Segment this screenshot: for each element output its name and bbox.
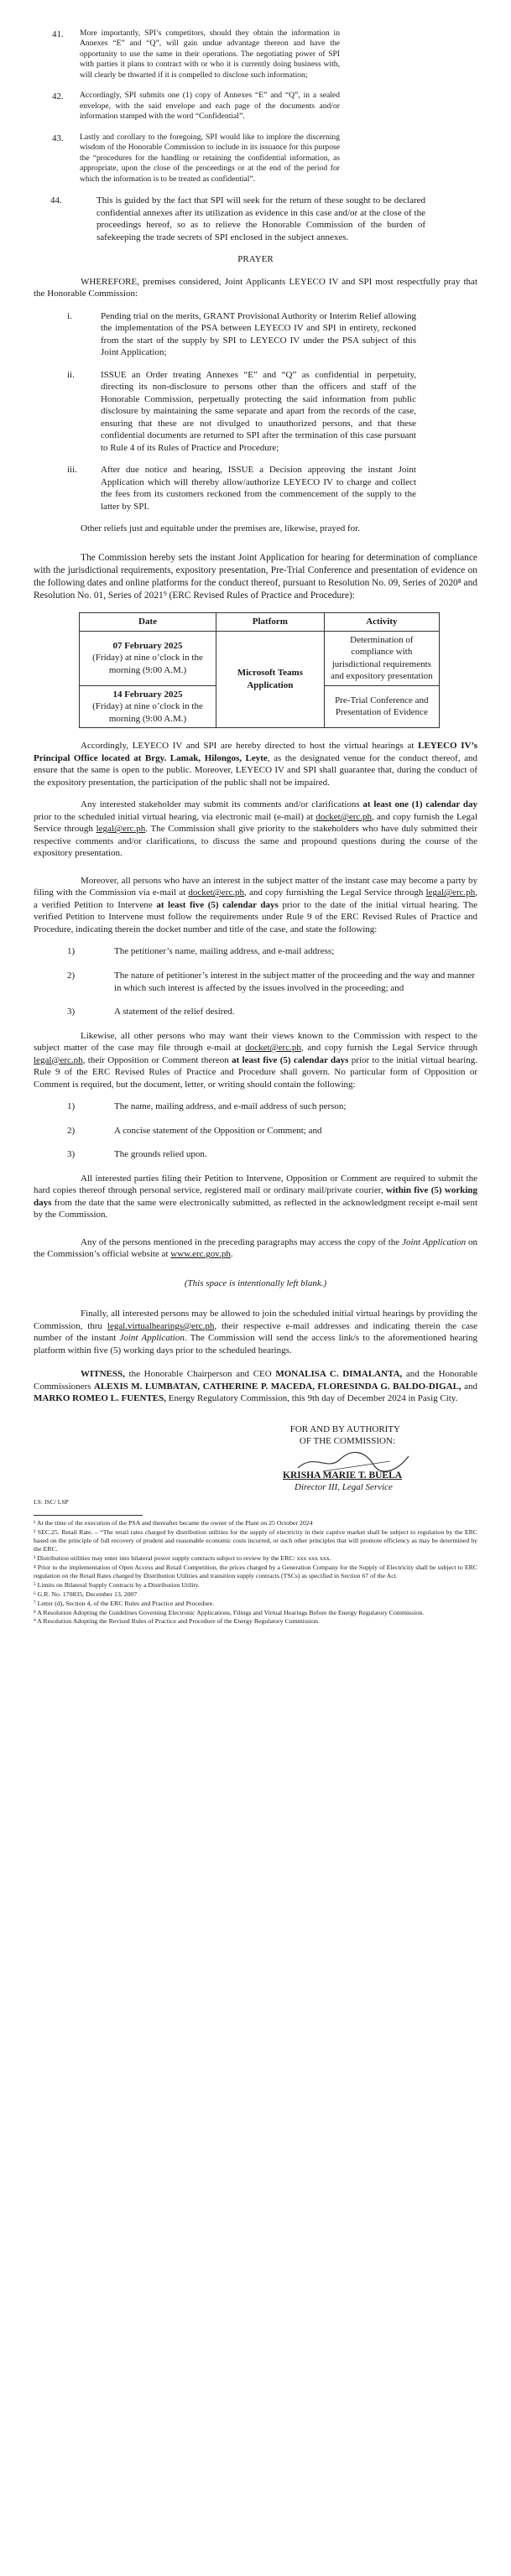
list-item [67, 1006, 477, 1018]
text-run-italic: Joint Application [402, 1236, 467, 1247]
docket-email-link[interactable]: docket@erc.ph [188, 887, 244, 898]
text-run-bold: WITNESS, [81, 1369, 125, 1380]
list-text: The petitioner’s name, mailing address, and e-mail address; [114, 946, 335, 957]
prayer-intro: WHEREFORE, premises considered, Joint Applicants LEYECO IV and SPI most respectfully pray that the Honorable Commission: [34, 276, 477, 299]
footnote: ² SEC.25. Retail Rate. – “The retail rates charged by distribution utilities for the supply of electricity in their captive market shall be subject to regulation by the ERC based on the principle of full recovery of prudent and reasonable economic costs incurred, or such other principles that will promote efficiency as may be determined by the ERC. [34, 1527, 477, 1553]
opposition-requirements-list [34, 1101, 477, 1161]
footnote: ⁸ A Resolution Adopting the Guidelines Governing Electronic Applications, Filings and Virtual Hearings Before the Energy Regulatory Commission. [34, 1608, 425, 1616]
legal-email-link[interactable]: legal@erc.ph [96, 824, 146, 835]
time-value: (Friday) at nine o’clock in the morning (9:00 A.M.) [92, 653, 203, 675]
footnote: ¹ At the time of the execution of the PSA and thereafter became the owner of the Plant on 25 October 2024 [34, 1518, 313, 1527]
text-run: , a verified Petition to Intervene [34, 887, 477, 910]
initials: LS: JSC/ LSP [34, 1497, 69, 1506]
signature-block [34, 1448, 477, 1495]
venue-text: LEYECO IV’s Principal Office located at Brgy. Lamak, Hilongos, Leyte [34, 741, 478, 763]
text-run: Finally, all interested persons may be allowed to join the scheduled initial virtual hearings by providing the Commission, thru [34, 1309, 477, 1331]
text-run: the Honorable Chairperson and CEO [124, 1369, 276, 1380]
prayer-item [67, 464, 477, 513]
text-run: , and copy furnish the Legal Service through [34, 811, 477, 835]
authority-line: OF THE COMMISSION: [299, 1436, 395, 1447]
paragraph-number: 43. [52, 133, 64, 143]
website-link[interactable]: www.erc.gov.ph [170, 1249, 231, 1260]
time-value: (Friday) at nine o’clock in the morning (9:00 A.M.) [92, 701, 203, 724]
prayer-item [67, 369, 477, 455]
virtual-hearings-email-link[interactable]: legal.virtualhearings@erc.ph [107, 1320, 215, 1331]
prayer-text: Pending trial on the merits, GRANT Provisional Authority or Interim Relief allowing the implementation of the PSA between LEYECO IV and SPI in entirety, reckoned from the start of the supply by SPI to LEYECO IV under the PSA subject of this Joint Application; [101, 310, 416, 358]
text-run: , their Opposition or Comment thereon [82, 1054, 232, 1065]
date-value: 14 February 2025 [112, 689, 183, 700]
signatory-title: Director III, Legal Service [295, 1481, 393, 1492]
footnote: ³ Distribution utilities may enter into bilateral power supply contracts subject to review by the ERC: xxx xxx xxx. [34, 1553, 331, 1562]
column-header-date: Date [80, 613, 216, 632]
footnote: ⁴ Prior to the implementation of Open Access and Retail Competition, the prices charged by a Generation Company for the Supply of Electricity shall be subject to ERC regulation on the Retail Rates charged by Distribution Utilities and transition supply contracts (TSCs) as specified in Section 67 of the Act. [34, 1563, 477, 1579]
list-item [67, 1148, 477, 1161]
date-cell [80, 631, 216, 685]
paragraph-number: 44. [50, 195, 62, 206]
list-item [67, 970, 477, 994]
text-run: All interested parties filing their Petition to Intervene, Opposition or Comment are required to submit the hard copies thereof through personal service, registered mail or ordinary mail/private courier, [34, 1173, 477, 1196]
prayer-number: i. [67, 310, 72, 321]
platform-cell: Microsoft Teams Application [216, 631, 325, 728]
footnote: ⁵ Limits on Bilateral Supply Contracts by a Distribution Utility. [34, 1580, 200, 1589]
footnote: ⁷ Letter (d), Section 4, of the ERC Rules and Practice and Procedure. [34, 1599, 215, 1607]
paragraph-text: Lastly and corollary to the foregoing, SPI would like to implore the discerning wisdom of the Honorable Commission to include in its issuance for this purpose the “procedures for the handling or retaining the confidential information, as appropriate, upon the close of the proceedings or at the end of the period for which the information is to be treated as confidential”. [80, 132, 340, 184]
paragraph-text: More importantly, SPI’s competitors, should they obtain the information in Annexes “E” and “Q”, will gain undue advantage thereon and have the opportunity to use the same in their operations. The negotiating power of SPI with parties it plans to contract with or who it is currently doing business with, will clearly be thwarted if it is compelled to disclose such information; [80, 29, 340, 80]
commissioner-name: MARKO ROMEO L. FUENTES, [34, 1393, 166, 1404]
text-run: Likewise, all other persons who may want their views known to the Commission with respect to the subject matter of the case may file through e-mail at [34, 1030, 477, 1054]
footnote: ⁹ A Resolution Adopting the Revised Rules of Practice and Procedure of the Energy Regulatory Commission. [34, 1617, 320, 1626]
list-number: 3) [67, 1007, 76, 1017]
website-paragraph [34, 1236, 477, 1261]
commissioner-names: ALEXIS M. LUMBATAN, CATHERINE P. MACEDA, FLORESINDA G. BALDO-DIGAL, [93, 1381, 461, 1392]
docket-email-link[interactable]: docket@erc.ph [245, 1043, 301, 1054]
deadline-text: within five (5) working days [34, 1185, 478, 1208]
text-run: , as the designated venue for the conduct thereof, and ensure that the same is open to the public. Moreover, LEYECO IV and SPI shall guarantee that, during the conduct of the expository presentation, the participation of the public shall not be impaired. [34, 752, 477, 788]
witness-paragraph [34, 1368, 477, 1405]
text-run: Any interested stakeholder may submit its comments and/or clarifications [81, 799, 363, 810]
list-item [67, 945, 477, 958]
text-run: Any of the persons mentioned in the preceding paragraphs may access the copy of the [81, 1236, 403, 1247]
hardcopy-paragraph [34, 1173, 477, 1221]
venue-paragraph [34, 740, 477, 788]
prayer-number: ii. [67, 369, 75, 380]
text-run: and [461, 1381, 477, 1392]
prayer-list [34, 310, 477, 513]
paragraph-42 [52, 91, 477, 122]
text-run: prior to the scheduled initial virtual hearing, via electronic mail (e-mail) at [34, 811, 316, 822]
chairperson-name: MONALISA C. DIMALANTA, [275, 1369, 403, 1380]
text-run: , and copy furnish the Legal Service through [300, 1043, 477, 1054]
prayer-number: iii. [67, 465, 77, 476]
list-number: 3) [67, 1149, 76, 1160]
stakeholder-paragraph [34, 799, 477, 860]
footnote: ⁶ G.R. No. 170835, December 13, 2007 [34, 1590, 138, 1598]
text-run: . The Commission will send the access link/s to the aforementioned hearing platform within five (5) working days prior to the scheduled hearings. [34, 1333, 477, 1356]
text-run: from the date that the same were electronically submitted, as reflected in the acknowledgment receipt e-mail sent by the Commission. [34, 1197, 477, 1220]
intervene-paragraph [34, 875, 477, 936]
prayer-item [67, 310, 477, 359]
footnotes [34, 1519, 477, 1626]
text-run: Accordingly, LEYECO IV and SPI are hereby directed to host the virtual hearings at [81, 741, 419, 752]
opposition-paragraph [34, 1030, 477, 1091]
text-run: . The Commission shall give priority to the stakeholders who have duly submitted their respective comments and/or clarifications, to discuss the same and propound questions during the course of the expository presentation. [34, 824, 478, 859]
text-run: Energy Regulatory Commission, this 9th day of December 2024 in Pasig City. [165, 1393, 458, 1404]
prayer-heading: PRAYER [237, 254, 274, 265]
date-value: 07 February 2025 [112, 640, 183, 651]
column-header-platform: Platform [216, 613, 325, 632]
date-cell [80, 685, 216, 728]
list-number: 2) [67, 971, 76, 981]
paragraph-43 [52, 133, 477, 185]
text-run: , and copy furnishing the Legal Service through [244, 887, 426, 898]
hearing-schedule-table [79, 612, 440, 728]
table-row [80, 631, 440, 685]
list-text: The nature of petitioner’s interest in the subject matter of the proceeding and the way and manner in which such interest is affected by the issues involved in the proceeding; and [114, 971, 475, 993]
activity-cell: Determination of compliance with jurisdictional requirements and expository presentation [324, 631, 439, 685]
legal-email-link[interactable]: legal@erc.ph [34, 1054, 83, 1065]
paragraph-number: 41. [52, 29, 64, 39]
blank-space-note: (This space is intentionally left blank.) [184, 1278, 327, 1288]
text-run: and the Honorable Commissioners [34, 1369, 477, 1392]
intervene-requirements-list [34, 945, 477, 1017]
prayer-text: ISSUE an Order treating Annexes “E” and “Q” as confidential in perpetuity, directing its non-disclosure to persons other than the officers and staff of the Honorable Commission, perpetually protecting the said information from public disclosure by maintaining the same separate and apart from the records of the case, ensuring that these are not divulged to unauthorized persons, and that these confidential documents are returned to SPI after the termination of this case pursuant to Rule 4 of its Rules of Practice and Procedure; [101, 369, 416, 453]
numbered-paragraphs [34, 29, 477, 185]
list-item [67, 1101, 477, 1113]
list-text: A statement of the relief desired. [114, 1007, 235, 1017]
text-run: Moreover, all persons who have an interest in the subject matter of the instant case may become a party by filing with the Commission via e-mail at [34, 875, 477, 898]
paragraph-41 [52, 29, 477, 81]
list-text: A concise statement of the Opposition or Comment; and [114, 1125, 322, 1136]
list-item [67, 1125, 477, 1137]
text-run: . [230, 1249, 233, 1260]
text-run: prior to the date of the initial virtual hearing. The verified Petition to Intervene must follow the requirements under Rule 9 of the ERC Revised Rules of Practice and Procedure, indicating therein the docket number and title of the case, and state the following: [34, 899, 477, 934]
paragraph-text: This is guided by the fact that SPI will seek for the return of these sought to be declared confidential annexes after its utilization as evidence in this case and/or at the close of the proceedings hereof, so as to relieve the Honorable Commission of the burden of safekeeping the trade secrets of SPI enclosed in the subject annexes. [96, 195, 425, 242]
authority-line: FOR AND BY AUTHORITY [289, 1423, 400, 1434]
text-run: on the Commission’s official website at [34, 1236, 478, 1260]
final-paragraph [34, 1308, 477, 1356]
list-text: The name, mailing address, and e-mail address of such person; [114, 1101, 347, 1112]
deadline-text: at least one (1) calendar day [362, 799, 477, 810]
text-run: , their respective e-mail addresses and indicating therein the case number of the instant [34, 1320, 477, 1344]
legal-email-link[interactable]: legal@erc.ph [425, 887, 476, 898]
hearing-paragraph: The Commission hereby sets the instant Joint Application for hearing for determination of compliance with the jurisdictional requirements, expository presentation, Pre-Trial Conference and presentation of evidence on the following dates and online platforms for the conduct thereof, pursuant to Resolution No. 09, Series of 2020⁸ and Resolution No. 01, Series of 2021⁹ (ERC Revised Rules of Practice and Procedure): [34, 552, 477, 601]
list-number: 2) [67, 1125, 76, 1136]
deadline-text: at least five (5) calendar days [156, 899, 279, 910]
prayer-text: After due notice and hearing, ISSUE a Decision approving the instant Joint Application which will thereby allow/authorize LEYECO IV to charge and collect the fees from its customers reckoned from the commencement of the supply to the latter by SPI. [101, 465, 416, 512]
column-header-activity: Activity [324, 613, 439, 632]
footnote-divider [34, 1515, 143, 1516]
activity-cell: Pre-Trial Conference and Presentation of Evidence [324, 685, 439, 728]
text-run-italic: Joint Application [119, 1333, 185, 1344]
list-number: 1) [67, 1101, 76, 1112]
paragraph-number: 42. [52, 91, 64, 102]
deadline-text: at least five (5) calendar days [232, 1054, 349, 1065]
signatory-name: KRISHA MARIE T. BUELA [283, 1470, 403, 1481]
paragraph-44 [50, 195, 477, 243]
authority-block [34, 1423, 400, 1448]
other-reliefs: Other reliefs just and equitable under the premises are, likewise, prayed for. [81, 523, 360, 534]
list-text: The grounds relied upon. [114, 1149, 207, 1160]
docket-email-link[interactable]: docket@erc.ph [315, 811, 373, 822]
text-run: prior to the initial virtual hearing. Rule 9 of the ERC Revised Rules of Practice and Procedure shall govern. No particular form of Opposition or Comment is required, but the document, letter, or writing should contain the following: [34, 1054, 477, 1090]
paragraph-text: Accordingly, SPI submits one (1) copy of Annexes “E” and “Q”, in a sealed envelope, with the said envelope and each page of the documents and/or information stamped with the word “Confidential”. [80, 91, 340, 122]
list-number: 1) [67, 946, 76, 957]
